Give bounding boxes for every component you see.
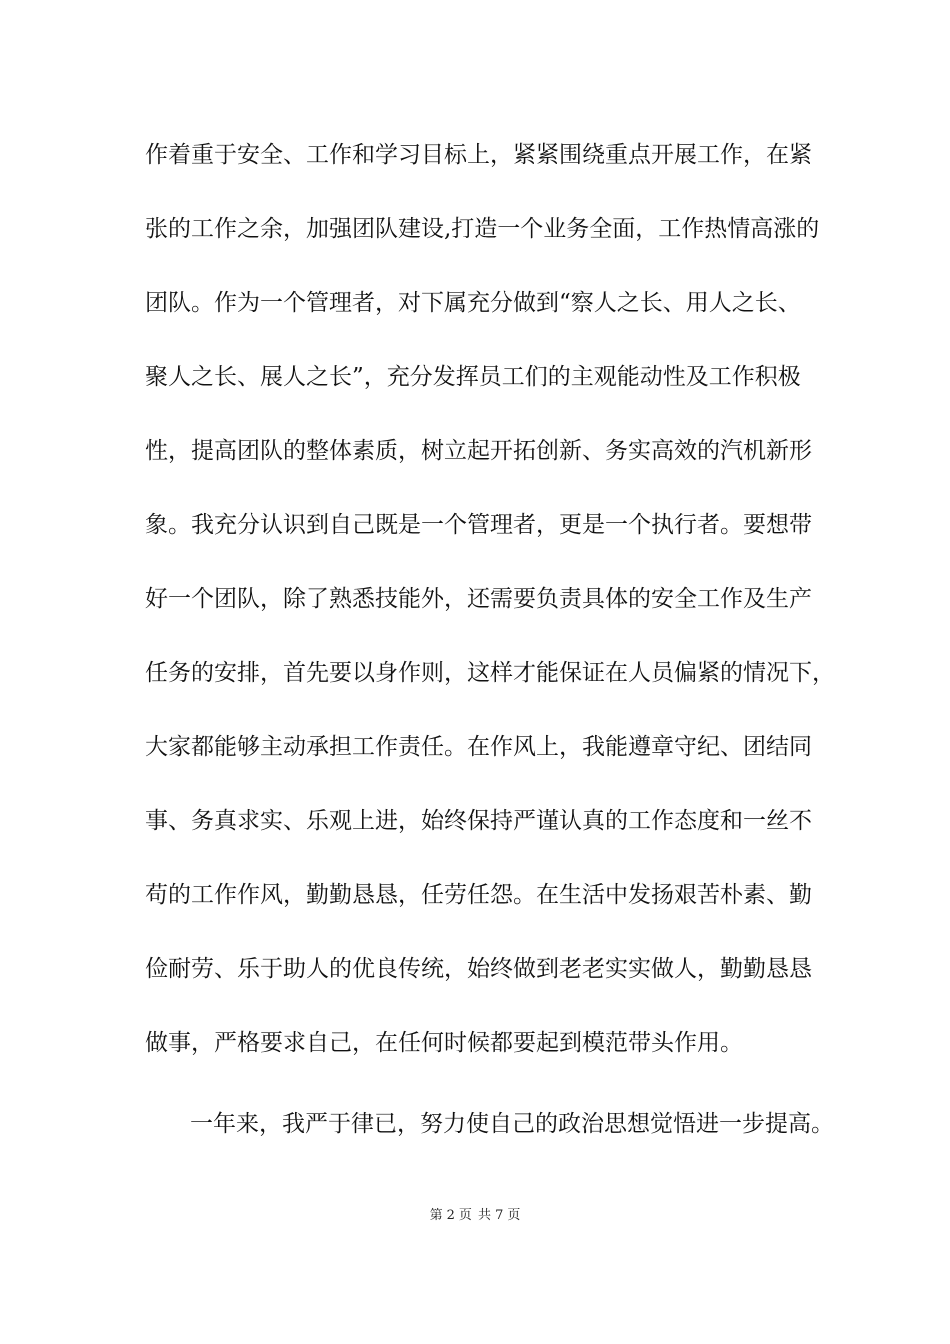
page-footer bbox=[0, 1206, 950, 1226]
body-text-line: 任务的安排，首先要以身作则，这样才能保证在人员偏紧的情况下， bbox=[145, 660, 835, 686]
total-page-number: 7 bbox=[495, 1208, 504, 1223]
body-text-line: 作着重于安全、工作和学习目标上，紧紧围绕重点开展工作，在紧 bbox=[145, 142, 812, 168]
body-text-line: 象。我充分认识到自己既是一个管理者，更是一个执行者。要想带 bbox=[145, 512, 812, 538]
page-suffix: 页 bbox=[507, 1208, 521, 1223]
body-text-line: 张的工作之余，加强团队建设,打造一个业务全面，工作热情高涨的 bbox=[145, 216, 820, 242]
body-text-line: 苟的工作作风，勤勤恳恳，任劳任怨。在生活中发扬艰苦朴素、勤 bbox=[145, 882, 812, 908]
body-text-line: 事、务真求实、乐观上进，始终保持严谨认真的工作态度和一丝不 bbox=[145, 808, 812, 834]
current-page-number: 2 bbox=[446, 1208, 455, 1223]
paragraph-first-line: 一年来，我严于律已，努力使自己的政治思想觉悟进一步提高。 bbox=[190, 1111, 834, 1137]
body-text-line: 聚人之长、展人之长”，充分发挥员工们的主观能动性及工作积极 bbox=[145, 364, 801, 390]
body-text-line: 俭耐劳、乐于助人的优良传统，始终做到老老实实做人，勤勤恳恳 bbox=[145, 956, 812, 982]
body-text-line: 团队。作为一个管理者，对下属充分做到“察人之长、用人之长、 bbox=[145, 290, 801, 316]
body-text-line: 性，提高团队的整体素质，树立起开拓创新、务实高效的汽机新形 bbox=[145, 438, 812, 464]
body-text-line: 大家都能够主动承担工作责任。在作风上，我能遵章守纪、团结同 bbox=[145, 734, 812, 760]
body-text-line: 做事，严格要求自己，在任何时候都要起到模范带头作用。 bbox=[145, 1030, 743, 1056]
page-mid-text: 页 共 bbox=[458, 1208, 492, 1223]
page-prefix: 第 bbox=[429, 1208, 443, 1223]
body-text-line: 好一个团队，除了熟悉技能外，还需要负责具体的安全工作及生产 bbox=[145, 586, 812, 612]
